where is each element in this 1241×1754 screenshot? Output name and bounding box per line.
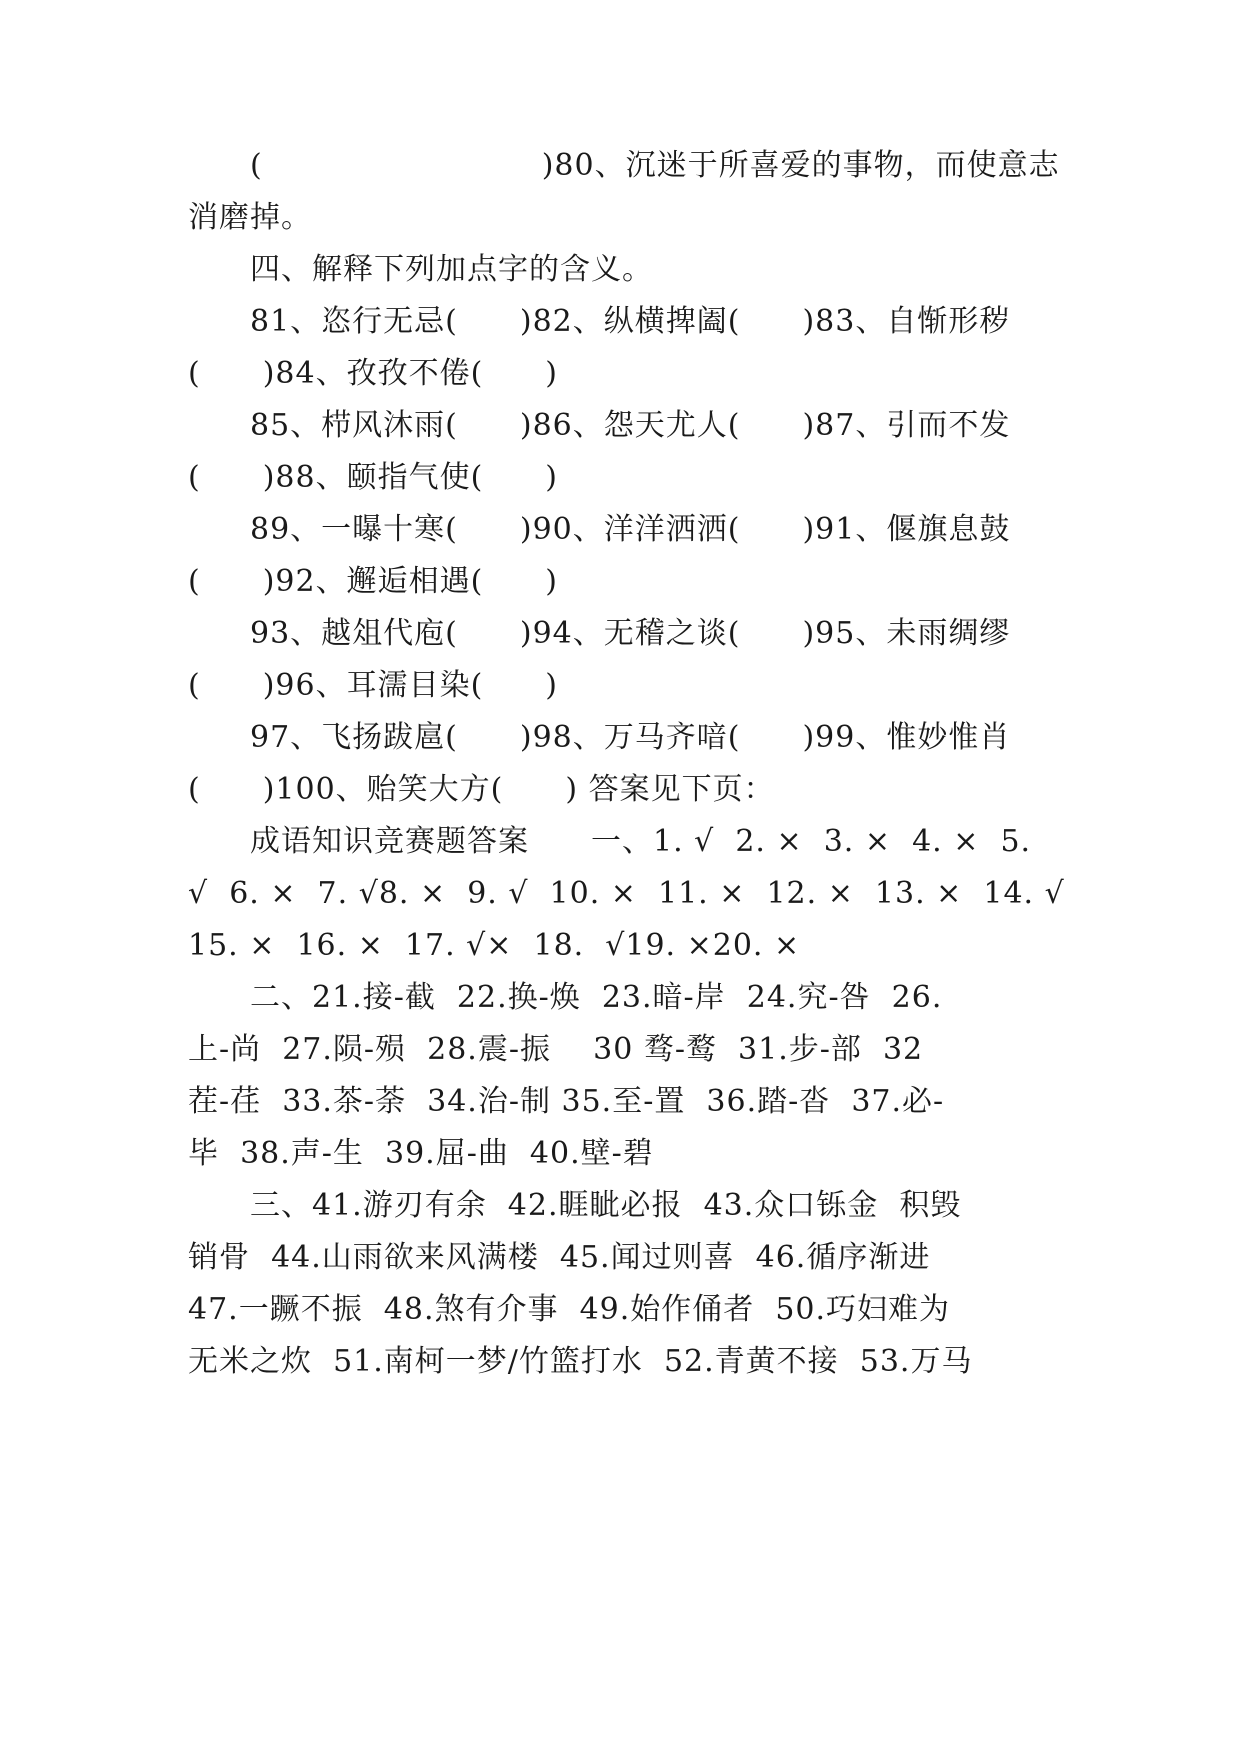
text-line: ( )100、贻笑大方( ) 答案见下页： xyxy=(188,772,775,807)
text-line: 97、飞扬跋扈( )98、万马齐喑( )99、惟妙惟肖 xyxy=(250,720,1011,755)
text-line: 销骨 44.山雨欲来风满楼 45.闻过则喜 46.循序渐进 xyxy=(188,1240,931,1275)
text-line: ( )96、耳濡目染( ) xyxy=(188,668,558,703)
text-line: ( )84、孜孜不倦( ) xyxy=(188,356,558,391)
text-line: 二、21.接-截 22.换-焕 23.暗-岸 24.究-咎 26. xyxy=(250,980,943,1015)
text-line: 三、41.游刃有余 42.睚眦必报 43.众口铄金 积毁 xyxy=(250,1188,962,1223)
text-line: 上-尚 27.陨-殒 28.震-振 30 骛-鹜 31.步-部 32 xyxy=(188,1032,924,1067)
text-line: 93、越俎代庖( )94、无稽之谈( )95、未雨绸缪 xyxy=(250,616,1011,651)
text-line: 消磨掉。 xyxy=(188,200,312,235)
text-line: ( )92、邂逅相遇( ) xyxy=(188,564,558,599)
text-line: ( )80、沉迷于所喜爱的事物，而使意志 xyxy=(250,148,1060,183)
text-line: 47.一蹶不振 48.煞有介事 49.始作俑者 50.巧妇难为 xyxy=(188,1292,951,1327)
text-line: √ 6. × 7. √8. × 9. √ 10. × 11. × 12. × 13. × 14. √ xyxy=(188,876,1065,911)
text-line: 85、栉风沐雨( )86、怨天尤人( )87、引而不发 xyxy=(250,408,1011,443)
text-line: 茬-荏 33.茶-荼 34.治-制 35.至-置 36.踏-沓 37.必- xyxy=(188,1084,945,1119)
text-line: 无米之炊 51.南柯一梦/竹篮打水 52.青黄不接 53.万马 xyxy=(188,1344,973,1379)
text-line: 81、恣行无忌( )82、纵横捭阖( )83、自惭形秽 xyxy=(250,304,1011,339)
text-line: 89、一曝十寒( )90、洋洋洒洒( )91、偃旗息鼓 xyxy=(250,512,1011,547)
text-line: ( )88、颐指气使( ) xyxy=(188,460,558,495)
answer-heading: 成语知识竞赛题答案 一、1. √ 2. × 3. × 4. × 5. xyxy=(250,824,1032,859)
text-line: 15. × 16. × 17. √× 18. √19. ×20. × xyxy=(188,928,801,963)
text-line: 毕 38.声-生 39.屈-曲 40.壁-碧 xyxy=(188,1136,654,1171)
section-heading: 四、解释下列加点字的含义。 xyxy=(250,252,653,287)
